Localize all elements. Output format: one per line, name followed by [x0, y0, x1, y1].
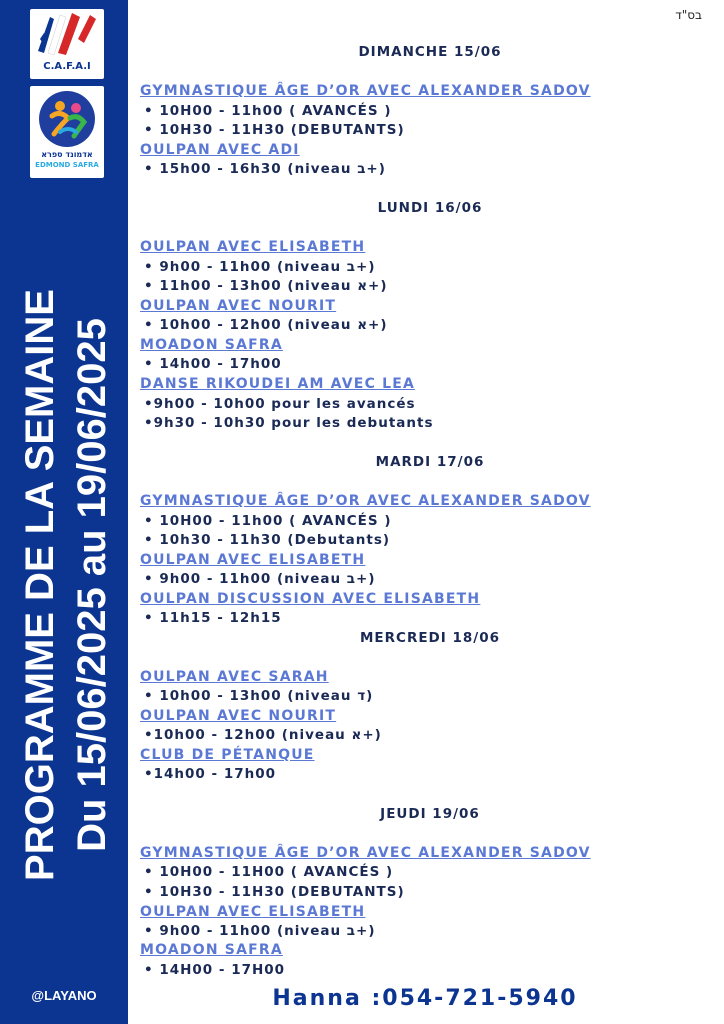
sidebar [0, 0, 128, 1024]
activity-title[interactable]: MOADON SAFRA [140, 337, 283, 353]
activity-title[interactable]: MOADON SAFRA [140, 942, 283, 958]
contact-phone[interactable]: Hanna :054-721-5940 [272, 986, 578, 1011]
schedule-item: •9h30 - 10h30 pour les debutants [144, 415, 434, 431]
activity-title[interactable]: OULPAN AVEC ADI [140, 142, 300, 158]
besad-mark: בס"ד [675, 8, 702, 22]
schedule-item: •14h00 - 17h00 [144, 766, 276, 782]
schedule-item: • 11h00 - 13h00 (niveau א+) [144, 278, 388, 294]
cafai-logo [30, 9, 104, 79]
activity-title[interactable]: OULPAN AVEC NOURIT [140, 298, 337, 314]
activity-title[interactable]: GYMNASTIQUE ÂGE D’OR AVEC ALEXANDER SADOV [140, 493, 591, 509]
day-title-tuesday: MARDI 17/06 [375, 454, 485, 470]
schedule-item: • 15h00 - 16h30 (niveau ב+) [144, 161, 386, 177]
schedule-item: • 10H30 - 11H30 (DEBUTANTS) [144, 122, 405, 138]
schedule-item: • 14h00 - 17h00 [144, 356, 282, 372]
schedule-item: • 10H30 - 11H30 (DEBUTANTS) [144, 884, 405, 900]
activity-title[interactable]: DANSE RIKOUDEI AM AVEC LEA [140, 376, 416, 392]
cafai-logo-text: C.A.F.A.I [43, 61, 91, 72]
activity-title[interactable]: OULPAN AVEC ELISABETH [140, 904, 366, 920]
schedule-item: • 9h00 - 11h00 (niveau ב+) [144, 571, 376, 587]
title-line-1: PROGRAMME DE LA SEMAINE [18, 289, 62, 881]
day-title-wednesday: MERCREDI 18/06 [359, 630, 500, 646]
schedule-item: • 10H00 - 11H00 ( AVANCÉS ) [144, 864, 394, 880]
schedule-item: • 10h30 - 11h30 (Debutants) [144, 532, 391, 548]
schedule-item: • 11h15 - 12h15 [144, 610, 282, 626]
schedule-item: •9h00 - 10h00 pour les avancés [144, 396, 416, 412]
schedule-item: •10h00 - 12h00 (niveau א+) [144, 727, 382, 743]
schedule-item: • 10H00 - 11h00 ( AVANCÉS ) [144, 103, 392, 119]
activity-title[interactable]: GYMNASTIQUE ÂGE D’OR AVEC ALEXANDER SADOV [140, 845, 591, 861]
activity-title[interactable]: GYMNASTIQUE ÂGE D’OR AVEC ALEXANDER SADOV [140, 83, 591, 99]
edmond-safra-logo [30, 86, 104, 178]
schedule-item: • 14H00 - 17H00 [144, 962, 286, 978]
social-handle: @LAYANO [31, 988, 97, 1003]
logo-latin-text: EDMOND SAFRA [35, 161, 99, 169]
activity-title[interactable]: OULPAN DISCUSSION AVEC ELISABETH [140, 591, 481, 607]
day-title-monday: LUNDI 16/06 [377, 200, 483, 216]
activity-title[interactable]: CLUB DE PÉTANQUE [140, 747, 315, 763]
schedule-item: • 10h00 - 12h00 (niveau א+) [144, 317, 388, 333]
activity-title[interactable]: OULPAN AVEC SARAH [140, 669, 329, 685]
day-title-sunday: DIMANCHE 15/06 [358, 44, 502, 60]
day-title-thursday: JEUDI 19/06 [380, 806, 480, 822]
schedule-item: • 10H00 - 11h00 ( AVANCÉS ) [144, 513, 392, 529]
activity-title[interactable]: OULPAN AVEC NOURIT [140, 708, 337, 724]
schedule-item: • 10h00 - 13h00 (niveau ד) [144, 688, 374, 704]
schedule-item: • 9h00 - 11h00 (niveau ב+) [144, 259, 376, 275]
title-line-2: Du 15/06/2025 au 19/06/2025 [70, 318, 114, 852]
dancers-icon [30, 86, 104, 152]
week-title [14, 289, 118, 881]
activity-title[interactable]: OULPAN AVEC ELISABETH [140, 239, 366, 255]
logo-hebrew-text: אדמונד ספרא [41, 150, 93, 159]
schedule-item: • 9h00 - 11h00 (niveau ב+) [144, 923, 376, 939]
activity-title[interactable]: OULPAN AVEC ELISABETH [140, 552, 366, 568]
flag-icon [30, 9, 104, 61]
